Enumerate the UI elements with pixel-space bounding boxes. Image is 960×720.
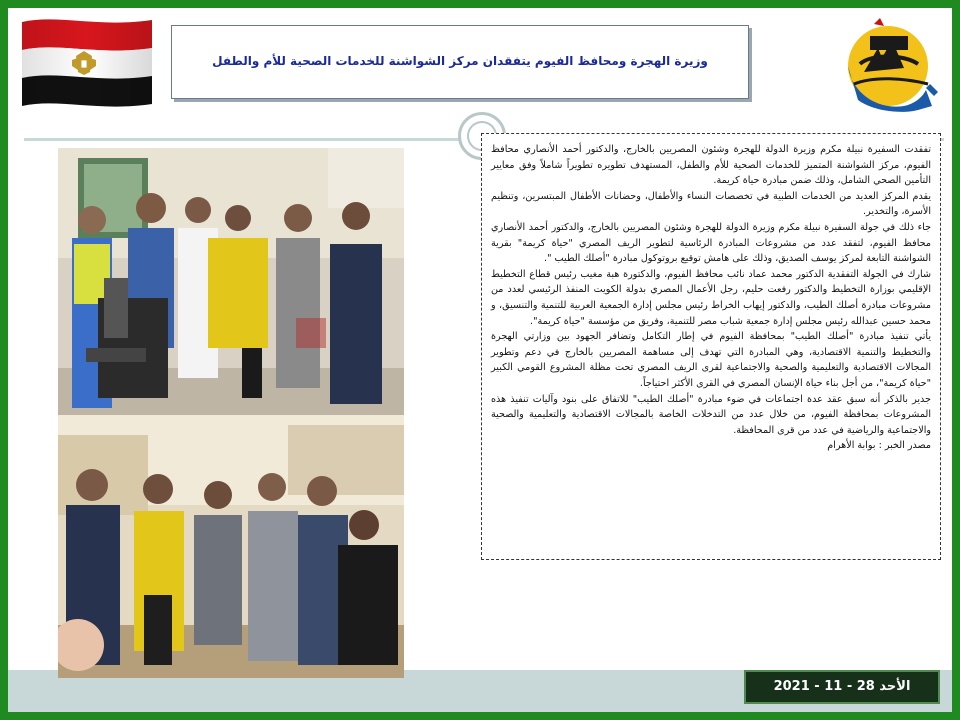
article-paragraph: جاء ذلك في جولة السفيرة نبيلة مكرم وزيرة الدولة للهجرة وشئون المصريين بالخارج، والدكتور أحمد الأنصاري محافظ الفيوم، لتفقد عدد من مشروعات المبادرة الرئاسية لتطوير الريف المصري "حياة كريمة" بقرية الشواشنة التابعة لمركز يوسف الصديق، وذلك على هامش توقيع بروتوكول مبادرة "أصلك الطيب ". — [491, 221, 931, 265]
fayoum-governorate-logo-icon — [834, 14, 946, 114]
headline-box — [171, 25, 749, 99]
article-paragraph: جدير بالذكر أنه سبق عقد عدة اجتماعات في ضوء مبادرة "أصلك الطيب" للاتفاق على بنود وآليات تنفيذ هذه المشروعات بمحافظة الفيوم، من خلال عدد من التدخلات الخاصة بالمجالات الاقتصادية والتعليمية والصحية والاجتماعية والرياضية في عدد من قرى المحافظة. — [491, 393, 931, 436]
photo-village-tour — [58, 415, 404, 678]
divider-left — [24, 138, 464, 141]
date-badge: الأحد 28 - 11 - 2021 — [744, 670, 940, 704]
egypt-flag-icon — [18, 14, 156, 108]
article-paragraph: يقدم المركز العديد من الخدمات الطبية في تخصصات النساء والأطفال، وحضانات الأطفال المبتسرين، وتنظيم الأسرة، والتخدير. — [491, 190, 931, 218]
article-paragraph: يأتي تنفيذ مبادرة "أصلك الطيب" بمحافظة الفيوم في إطار التكامل وتضافر الجهود بين وزارتي الهجرة والتخطيط والتنمية الاقتصادية، وهي المبادرة التي تهدف إلى مساهمة المصريين بالخارج في دعم وتطوير المجالات الاقتصادية والتعليمية والصحية والاجتماعية لقرى الريف المصري تحت مظلة المشروع القومي الكبير "حياة كريمة"، من أجل بناء حياة الإنسان المصري في القرى الأكثر احتياجاً. — [491, 331, 931, 389]
headline-title: وزيرة الهجرة ومحافظ الفيوم يتفقدان مركز الشواشنة للخدمات الصحية للأم والطفل — [212, 54, 708, 68]
photo-eye-exam-inspection — [58, 148, 404, 418]
article-paragraph: تفقدت السفيرة نبيلة مكرم وزيرة الدولة للهجرة وشئون المصريين بالخارج، والدكتور أحمد الأنصاري محافظ الفيوم، مركز الشواشنة المتميز للخدمات الصحية للأم والطفل، المستهدف تطويره تطويراً شاملاً وفق معايير التأمين الصحي الشامل، وذلك ضمن مبادرة حياة كريمة. — [491, 144, 931, 187]
article-source: مصدر الخبر : بوابة الأهرام — [827, 440, 931, 452]
page-inner — [8, 8, 952, 712]
article-body — [481, 133, 941, 560]
article-paragraph: شارك في الجولة التفقدية الدكتور محمد عماد نائب محافظ الفيوم، والدكتورة هبة مغيب رئيس قطاع التخطيط الإقليمي بوزارة التخطيط والدكتور رفعت حليم، رجل الأعمال المصري بدولة الكويت المنفذ الرئيسي لعدد من مشروعات مبادرة أصلك الطيب، والدكتور إيهاب الخراط رئيس مجلس إدارة الجمعية العربية للتنمية والتنسيق، و محمد حسين عبدالله رئيس مجلس إدارة جمعية شباب مصر للتنمية، وفريق من مؤسسة "حياة كريمة". — [491, 268, 931, 327]
